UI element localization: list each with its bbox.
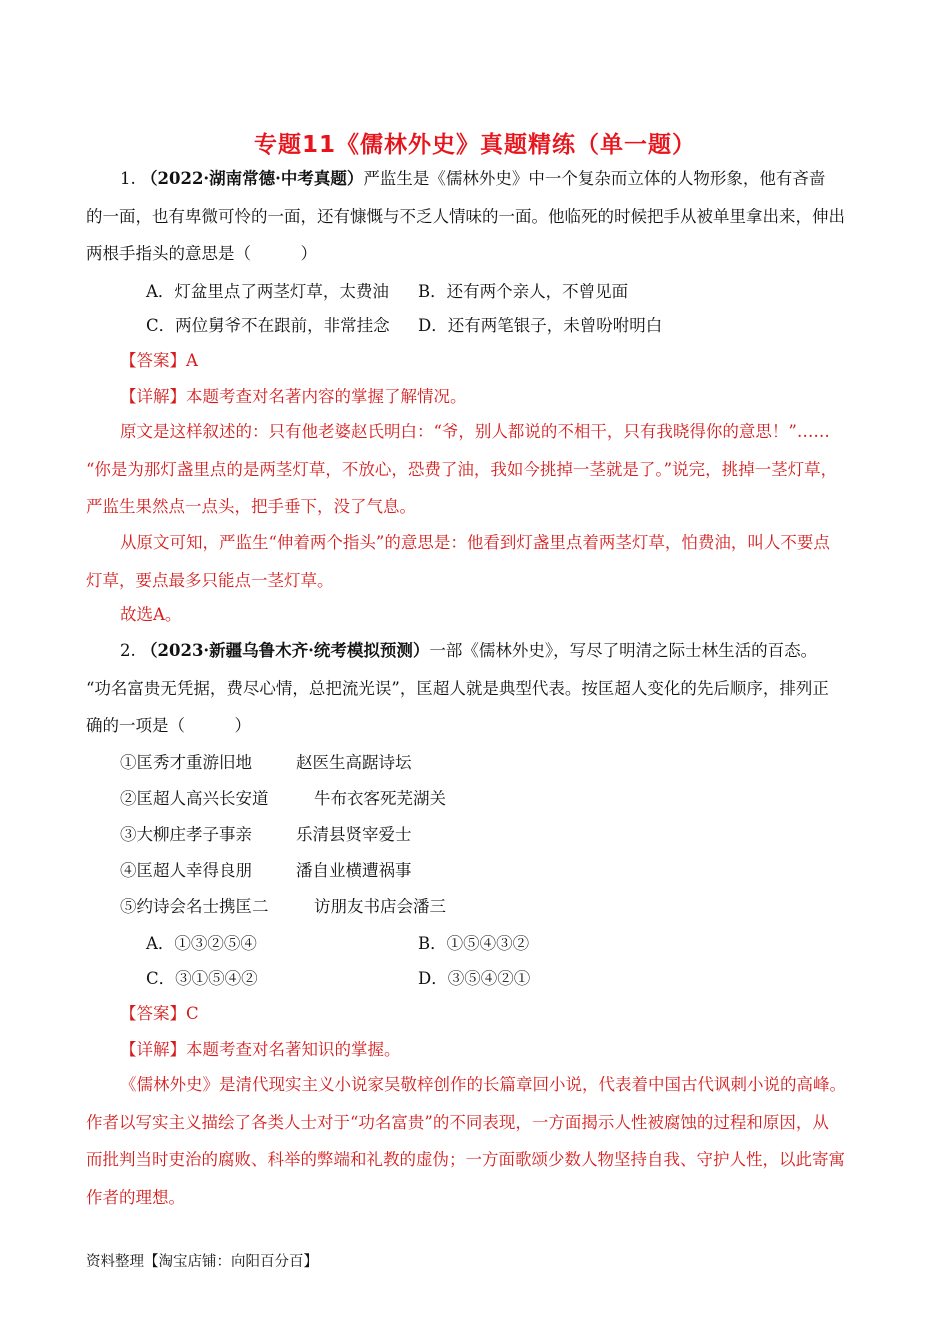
q2-item-5-a: ⑤约诗会名士携匡二 xyxy=(120,897,269,916)
q2-item-3-b: 乐清县贤宰爱士 xyxy=(296,825,412,844)
q2-stem-line-1 xyxy=(120,639,864,663)
q1-stem-line-3: 两根手指头的意思是（ ） xyxy=(86,244,317,263)
q2-stem-line-2: “功名富贵无凭据，费尽心情，总把流光误”，匡超人就是典型代表。按匡超人变化的先后顺序，排列正 xyxy=(86,679,829,698)
q2-item-2-a: ②匡超人高兴长安道 xyxy=(120,789,269,808)
q2-item-2-b: 牛布衣客死芜湖关 xyxy=(314,789,446,808)
q1-stem-text-1: 严监生是《儒林外史》中一个复杂而立体的人物形象，他有吝啬 xyxy=(363,169,826,188)
q2-detail-text: 本题考查对名著知识的掌握。 xyxy=(186,1040,401,1059)
q2-explain-line-4: 作者的理想。 xyxy=(86,1188,185,1207)
q2-explain-line-3: 而批判当时吏治的腐败、科举的弊端和礼教的虚伪；一方面歌颂少数人物坚持自我、守护人性，以此寄寓 xyxy=(86,1150,845,1169)
q2-stem-text-1: 一部《儒林外史》，写尽了明清之际士林生活的百态。 xyxy=(429,641,818,660)
q1-option-c: C．两位舅爷不在跟前，非常挂念 xyxy=(146,316,390,335)
q2-number: 2. xyxy=(120,641,136,660)
q1-answer-value: A xyxy=(186,351,198,370)
q1-stem-line-1 xyxy=(120,167,864,191)
q2-option-d: D．③⑤④②① xyxy=(418,969,531,988)
q1-option-b: B．还有两个亲人，不曾见面 xyxy=(418,282,629,301)
q1-detail-label: 【详解】 xyxy=(120,387,186,406)
q1-answer xyxy=(120,349,864,373)
q1-explain-p2-line-2: 灯草，要点最多只能点一茎灯草。 xyxy=(86,571,334,590)
q2-explain-line-1: 《儒林外史》是清代现实主义小说家吴敬梓创作的长篇章回小说，代表着中国古代讽刺小说的高峰。 xyxy=(120,1075,846,1094)
q2-detail-label: 【详解】 xyxy=(120,1040,186,1059)
q1-explain-p1-line-3: 严监生果然点一点头，把手垂下，没了气息。 xyxy=(86,497,416,516)
q1-explain-p1-line-2: “你是为那灯盏里点的是两茎灯草，不放心，恐费了油，我如今挑掉一茎就是了。”说完，挑掉一茎灯草， xyxy=(86,460,838,479)
q2-answer-value: C xyxy=(186,1004,199,1023)
q2-explain-line-2: 作者以写实主义描绘了各类人士对于“功名富贵”的不同表现，一方面揭示人性被腐蚀的过程和原因，从 xyxy=(86,1113,829,1132)
q1-stem-line-2: 的一面，也有卑微可怜的一面，还有慷慨与不乏人情味的一面。他临死的时候把手从被单里拿出来，伸出 xyxy=(86,207,845,226)
q2-item-1-a: ①匡秀才重游旧地 xyxy=(120,753,252,772)
q1-detail xyxy=(120,385,864,409)
q2-item-5-b: 访朋友书店会潘三 xyxy=(314,897,446,916)
page-footer: 资料整理【淘宝店铺：向阳百分百】 xyxy=(86,1254,318,1270)
q1-option-a: A．灯盆里点了两茎灯草，太费油 xyxy=(146,282,389,301)
q2-option-c: C．③①⑤④② xyxy=(146,969,258,988)
q2-option-b: B．①⑤④③② xyxy=(418,934,530,953)
q2-item-4-b: 潘自业横遭祸事 xyxy=(296,861,412,880)
q1-source: （2022·湖南常德·中考真题） xyxy=(141,169,364,188)
q2-item-3-a: ③大柳庄孝子事亲 xyxy=(120,825,252,844)
q2-stem-line-3: 确的一项是（ ） xyxy=(86,716,251,735)
q2-source: （2023·新疆乌鲁木齐·统考模拟预测） xyxy=(141,641,430,660)
q2-item-1-b: 赵医生高踞诗坛 xyxy=(296,753,412,772)
q1-option-d: D．还有两笔银子，未曾吩咐明白 xyxy=(418,316,663,335)
q1-detail-text: 本题考查对名著内容的掌握了解情况。 xyxy=(186,387,467,406)
q1-explain-p1-line-1: 原文是这样叙述的：只有他老婆赵氏明白：“爷，别人都说的不相干，只有我晓得你的意思！”…… xyxy=(120,422,830,441)
q1-answer-label: 【答案】 xyxy=(120,351,186,370)
q1-number: 1. xyxy=(120,169,136,188)
q2-item-4-a: ④匡超人幸得良朋 xyxy=(120,861,252,880)
q2-answer-label: 【答案】 xyxy=(120,1004,186,1023)
q2-detail xyxy=(120,1038,864,1062)
q2-option-a: A．①③②⑤④ xyxy=(146,934,257,953)
q1-conclusion: 故选A。 xyxy=(120,605,182,624)
page-title: 专题11《儒林外史》真题精练（单一题） xyxy=(253,132,696,158)
q2-answer xyxy=(120,1002,864,1026)
q1-explain-p2-line-1: 从原文可知，严监生“伸着两个指头”的意思是：他看到灯盏里点着两茎灯草，怕费油，叫人不要点 xyxy=(120,533,830,552)
